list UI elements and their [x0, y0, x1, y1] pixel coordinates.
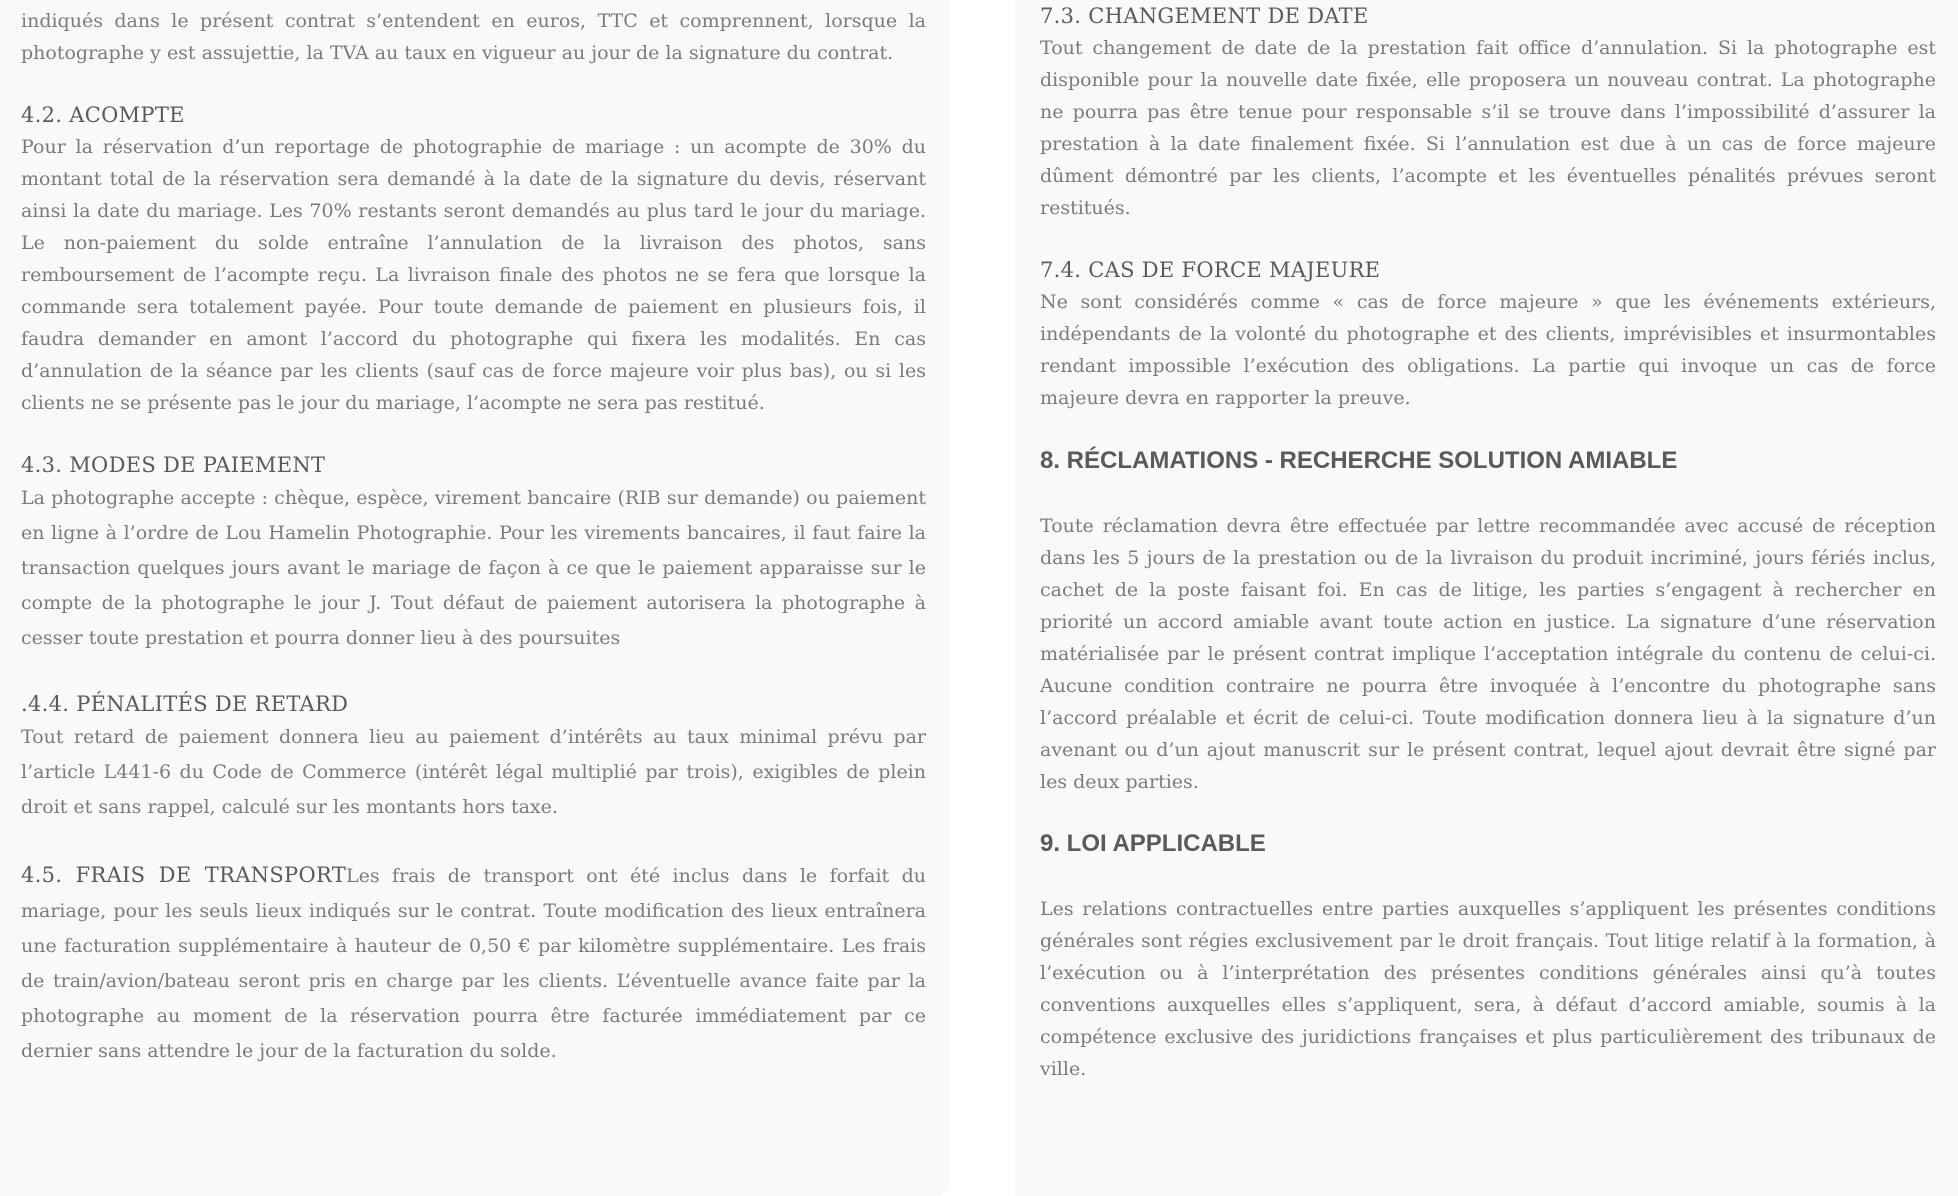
section-title: 8. RÉCLAMATIONS - RECHERCHE SOLUTION AMIABLE — [1040, 447, 1678, 474]
section-7-3 — [1040, 0, 1936, 224]
section-body: Les relations contractuelles entre parties auxquelles s’appliquent les présentes conditions générales sont régies exclusivement par le droit français. Tout litige relatif à la formation, à l’exécution ou à l’interprétation des présentes conditions générales ainsi qu’à toutes conventions auxquelles elles s’appliquent, sera, à défaut d’accord amiable, soumis à la compétence exclusive des juridictions françaises et plus particulièrement des tribunaux de ville. — [1040, 898, 1936, 1080]
intro-paragraph: indiqués dans le présent contrat s’entendent en euros, TTC et comprennent, lorsque la photographe y est assujettie, la TVA au taux en vigueur au jour de la signature du contrat. — [21, 10, 926, 64]
section-body — [21, 858, 926, 1069]
section-body: La photographe accepte : chèque, espèce, virement bancaire (RIB sur demande) ou paiement en ligne à l’ordre de Lou Hamelin Photographie. Pour les virements bancaires, il faut faire la transaction quelques jours avant le mariage de façon à ce que le paiement apparaisse sur le compte de la photographe le jour J. Tout défaut de paiement autorisera la photographe à cesser toute prestation et pourra donner lieu à des poursuites — [21, 487, 926, 649]
section-title: 4.5. FRAIS DE TRANSPORT — [21, 863, 347, 887]
section-text: Les frais de transport ont été inclus dans le forfait du mariage, pour les seuls lieux indiqués sur le contrat. Toute modification des lieux entraînera une facturation supplémentaire à hauteur de 0,50 € par kilomètre supplémentaire. Les frais de train/avion/bateau seront pris en charge par les clients. L’éventuelle avance faite par la photographe au moment de la réservation pourra être facturée immédiatement par ce dernier sans attendre le jour de la facturation du solde. — [21, 865, 926, 1062]
right-page — [1015, 0, 1958, 1196]
section-title: 4.2. ACOMPTE — [21, 103, 185, 127]
section-4-5 — [21, 858, 926, 1069]
section-4-2 — [21, 99, 926, 419]
section-9 — [1040, 828, 1936, 1085]
section-body: Tout changement de date de la prestation fait office d’annulation. Si la photographe est disponible pour la nouvelle date fixée, elle proposera un nouveau contrat. La photographe ne pourra pas être tenue pour responsable s’il se trouve dans l’impossibilité d’assurer la prestation à la date finalement fixée. Si l’annulation est due à un cas de force majeure dûment démontré par les clients, l’acompte et les éventuelles pénalités prévues seront restitués. — [1040, 37, 1936, 219]
section-title: 7.3. CHANGEMENT DE DATE — [1040, 4, 1369, 28]
section-title: 7.4. CAS DE FORCE MAJEURE — [1040, 258, 1381, 282]
left-page — [0, 0, 950, 1196]
section-body: Toute réclamation devra être effectuée par lettre recommandée avec accusé de réception dans les 5 jours de la prestation ou de la livraison du produit incriminé, jours fériés inclus, cachet de la poste faisant foi. En cas de litige, les parties s’engagent à rechercher en priorité un accord amiable avant toute action en justice. La signature d’une réservation matérialisée par le présent contrat implique l’acceptation intégrale du contenu de celui-ci. Aucune condition contraire ne pourra être invoquée à l’encontre du photographe sans l’accord préalable et écrit de celui-ci. Toute modification donnera lieu à la signature d’un avenant ou d’un ajout manuscrit sur le présent contrat, lequel ajout devrait être signé par les deux parties. — [1040, 515, 1936, 793]
section-title: 9. LOI APPLICABLE — [1040, 830, 1266, 857]
section-8 — [1040, 445, 1936, 798]
section-title: .4.4. PÉNALITÉS DE RETARD — [21, 692, 349, 716]
section-body: Ne sont considérés comme « cas de force majeure » que les événements extérieurs, indépendants de la volonté du photographe et des clients, imprévisibles et insurmontables rendant impossible l’exécution des obligations. La partie qui invoque un cas de force majeure devra en rapporter la preuve. — [1040, 291, 1936, 409]
section-7-4 — [1040, 254, 1936, 414]
section-title: 4.3. MODES DE PAIEMENT — [21, 453, 326, 477]
section-body: Tout retard de paiement donnera lieu au paiement d’intérêts au taux minimal prévu par l’article L441-6 du Code de Commerce (intérêt légal multiplié par trois), exigibles de plein droit et sans rappel, calculé sur les montants hors taxe. — [21, 726, 926, 818]
section-4-3 — [21, 449, 926, 656]
section-4-4 — [21, 688, 926, 825]
section-body: Pour la réservation d’un reportage de photographie de mariage : un acompte de 30% du montant total de la réservation sera demandé à la date de la signature du devis, réservant ainsi la date du mariage. Les 70% restants seront demandés au plus tard le jour du mariage. Le non-paiement du solde entraîne l’annulation de la livraison des photos, sans remboursement de l’acompte reçu. La livraison finale des photos ne se fera que lorsque la commande sera totalement payée. Pour toute demande de paiement en plusieurs fois, il faudra demander en amont l’accord du photographe qui fixera les modalités. En cas d’annulation de la séance par les clients (sauf cas de force majeure voir plus bas), ou si les clients ne se présente pas le jour du mariage, l’acompte ne sera pas restitué. — [21, 136, 926, 414]
